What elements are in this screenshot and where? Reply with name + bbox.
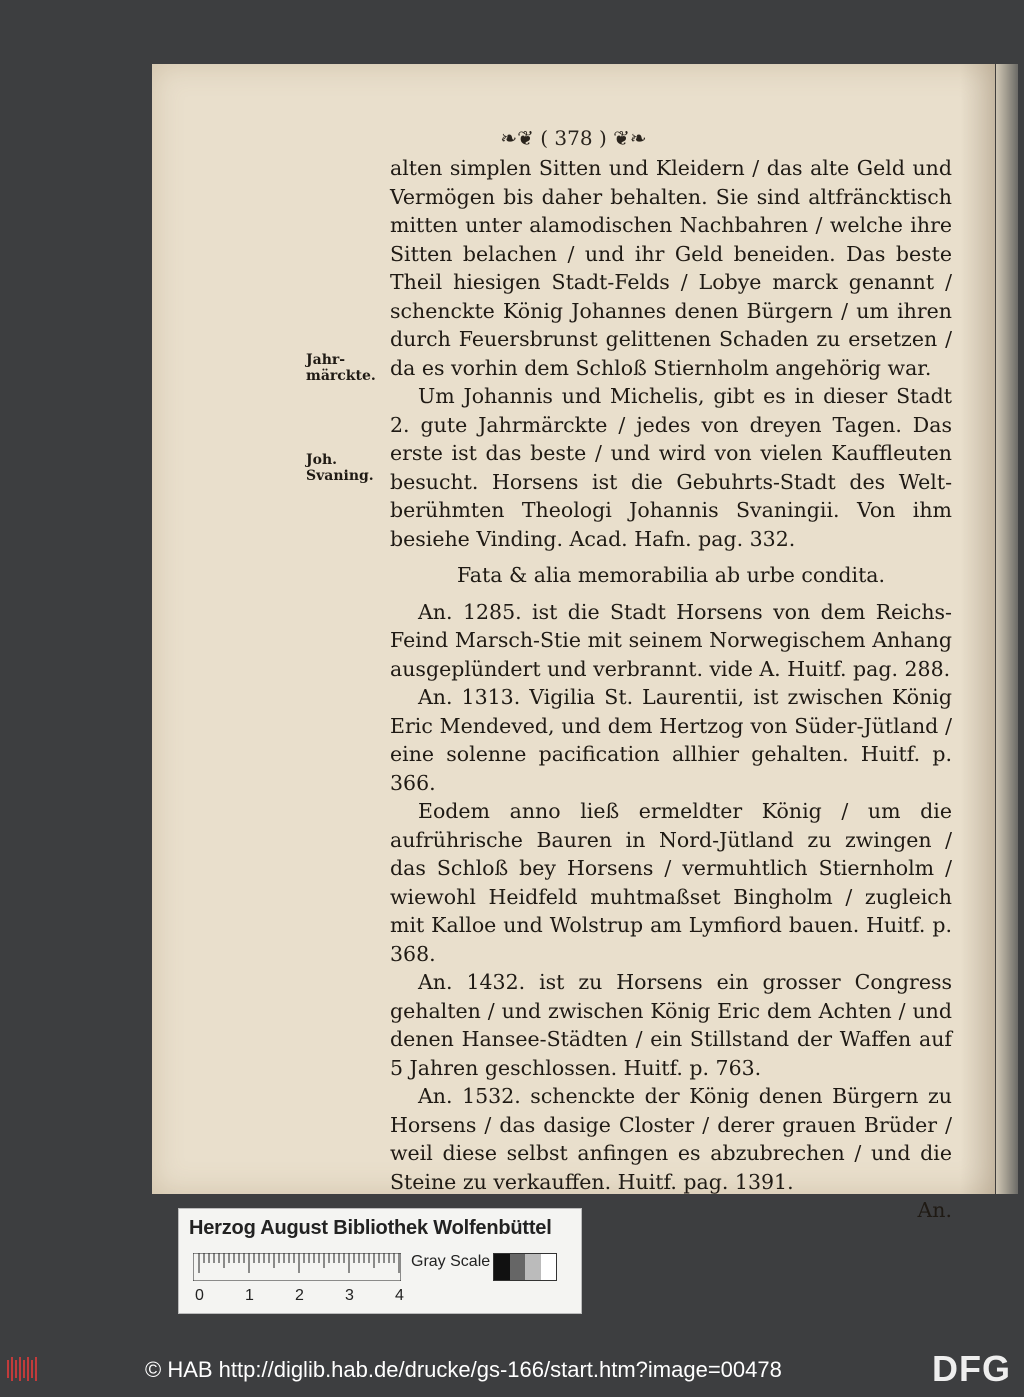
dfg-logo: DFG (932, 1348, 1011, 1389)
color-reference-card (178, 1208, 582, 1314)
gray-patch-light (525, 1254, 541, 1280)
gray-patch-dark (510, 1254, 526, 1280)
gray-patch-white (541, 1254, 557, 1280)
page-text (390, 154, 952, 1225)
page-number: ( 378 ) (540, 126, 607, 150)
page-header (152, 126, 995, 150)
paragraph-1: alten simplen Sitten und Kleidern / das alte Geld und Vermögen bis daher behalten. Sie sind altfräncktisch mitten unter alamodischen Nachbahren / welche ihre Sitten belachen / und ihr Geld beneiden. Das beste Theil hiesigen Stadt-Felds / Lobye marck genannt / schenckte König Johannes denen Bürgern / um ihren durch Feuersbrunst gelittenen Schaden zu ersetzen / da es vorhin dem Schloß Stiernholm angehörig war. (390, 156, 952, 380)
gray-scale-label: Gray Scale (411, 1253, 491, 1270)
book-page (152, 64, 995, 1222)
spine-shadow (960, 64, 996, 1194)
hab-logo-icon (6, 1354, 38, 1384)
ruler-number: 0 (195, 1287, 204, 1304)
ruler-number: 1 (245, 1287, 254, 1304)
library-name: Herzog August Bibliothek Wolfenbüttel (189, 1217, 552, 1239)
paragraph-4: An. 1313. Vigilia St. Laurentii, ist zwischen König Eric Mendeved, und dem Hertzog von Süder-Jütland / eine solenne pacification allhier gehalten. Huitf. p. 366. (390, 685, 952, 795)
section-heading: Fata & alia memorabilia ab urbe condita. (456, 563, 886, 587)
ornament-right: ❦❧ (606, 126, 647, 150)
ruler-number: 2 (295, 1287, 304, 1304)
paragraph-5: Eodem anno ließ ermeldter König / um die aufrührische Bauren in Nord-Jütland zu zwingen / das Schloß bey Horsens / vermuhtlich Stiernholm / wiewohl Heidfeld muhtmaßset Bingholm / zugleich mit Kalloe und Wolstrup am Lymfiord bauen. Huitf. p. 368. (390, 799, 952, 966)
ruler-number: 3 (345, 1287, 354, 1304)
margin-note-jahrmaerckte: Jahr-märckte. (306, 352, 376, 384)
paragraph-7: An. 1532. schenckte der König denen Bürgern zu Horsens / das dasige Closter / derer grauen Brüder / weil diese selbst anfingen es abzubrechen / und die Steine zu verkauffen. Huitf. pag. 1391. (390, 1084, 952, 1194)
copyright-link[interactable]: © HAB http://diglib.hab.de/drucke/gs-166/start.htm?image=00478 (145, 1357, 782, 1382)
catchword: An. (917, 1198, 952, 1222)
ruler-number: 4 (395, 1287, 404, 1304)
paragraph-3: An. 1285. ist die Stadt Horsens von dem Reichs-Feind Marsch-Stie mit seinem Norwegischem Anhang ausgeplündert und verbrannt. vide A. Huitf. pag. 288. (390, 599, 952, 681)
paragraph-6: An. 1432. ist zu Horsens ein grosser Congress gehalten / und zwischen König Eric dem Achten / und denen Hansee-Städten / ein Stillstand der Waffen auf 5 Jahren geschlossen. Huitf. p. 763. (390, 970, 952, 1080)
gray-scale-bar (493, 1253, 557, 1281)
ruler-scale (193, 1253, 401, 1281)
margin-note-svaning: Joh. Svaning. (306, 452, 374, 484)
paragraph-2: Um Johannis und Michelis, gibt es in dieser Stadt 2. gute Jahrmärckte / jedes von dreyen Tagen. Das erste ist das beste / und wird von vielen Kauffleuten besucht. Horsens ist die Gebuhrts-Stadt des Welt-berühmten Theologi Johannis Svaningii. Von ihm besiehe Vinding. Acad. Hafn. pag. 332. (390, 384, 952, 551)
gray-patch-black (494, 1254, 510, 1280)
page-edge (996, 64, 1018, 1194)
footer-bar (0, 1340, 1024, 1397)
ornament-left: ❧❦ (500, 126, 541, 150)
